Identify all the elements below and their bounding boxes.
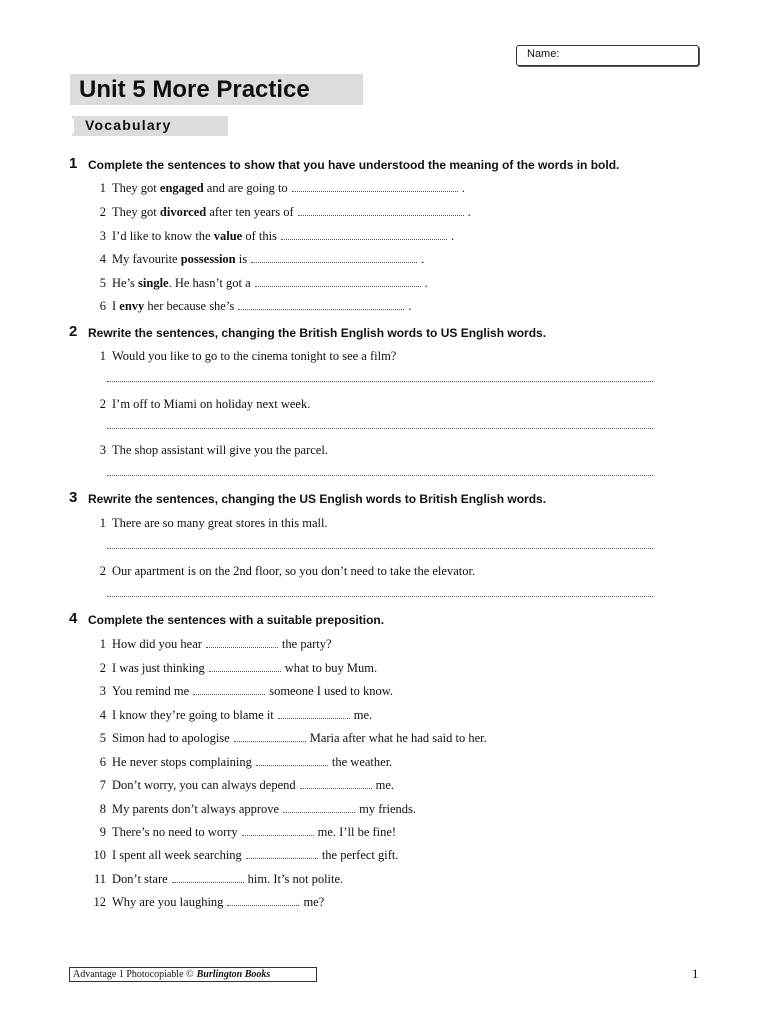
publisher-name: Burlington Books [196,969,271,980]
answer-blank[interactable] [206,638,278,648]
section-tab [72,116,228,136]
page-number: 1 [692,966,699,981]
name-label: Name: [527,48,560,60]
answer-blank[interactable] [255,277,421,287]
answer-blank[interactable] [283,803,355,813]
exercise-1-item: 1 They got engaged and are going to . [99,181,465,195]
answer-blank[interactable] [300,779,372,789]
exercise-4-item: 6 He never stops complaining the weather. [99,755,393,769]
section-tab-label: Vocabulary [85,117,172,133]
answer-blank[interactable] [193,685,265,695]
exercise-4-item: 8 My parents don’t always approve my friends. [99,802,417,816]
answer-line[interactable] [107,381,653,382]
exercise-4-item: 2 I was just thinking what to buy Mum. [99,661,378,675]
exercise-4-item: 12 Why are you laughing me? [93,895,325,909]
exercise-2-item: 1 Would you like to go to the cinema tonight to see a film? [99,349,397,363]
exercise-1-instruction: Complete the sentences to show that you have understood the meaning of the words in bold. [88,158,620,172]
answer-line[interactable] [107,475,653,476]
exercise-2-instruction: Rewrite the sentences, changing the British English words to US English words. [88,326,547,340]
answer-blank[interactable] [292,182,458,192]
footer-credit [69,967,317,982]
footer-text: Advantage 1 Photocopiable © [73,969,194,980]
exercise-4-item: 11 Don’t stare him. It’s not polite. [93,872,344,886]
answer-blank[interactable] [238,300,404,310]
exercise-3-item: 1 There are so many great stores in this mall. [99,516,328,530]
exercise-4-item: 1 How did you hear the party? [99,637,332,651]
answer-blank[interactable] [256,756,328,766]
answer-blank[interactable] [251,253,417,263]
exercise-3-item: 2 Our apartment is on the 2nd floor, so you don’t need to take the elevator. [99,564,476,578]
exercise-4-instruction: Complete the sentences with a suitable preposition. [88,613,385,627]
exercise-1-item: 6 I envy her because she’s . [99,299,412,313]
answer-blank[interactable] [234,732,306,742]
answer-blank[interactable] [209,662,281,672]
exercise-1-number: 1 [69,155,78,172]
exercise-4-item: 10 I spent all week searching the perfect gift. [93,848,399,862]
exercise-4-item: 9 There’s no need to worry me. I’ll be fine! [99,825,397,839]
answer-blank[interactable] [298,206,464,216]
exercise-4-item: 3 You remind me someone I used to know. [99,684,394,698]
answer-line[interactable] [107,428,653,429]
exercise-1-item: 4 My favourite possession is . [99,252,425,266]
exercise-4-item: 7 Don’t worry, you can always depend me. [99,778,395,792]
answer-blank[interactable] [246,849,318,859]
unit-title-bar [70,74,363,105]
exercise-1-item: 5 He’s single. He hasn’t got a . [99,276,428,290]
name-field[interactable] [516,45,699,66]
exercise-2-number: 2 [69,323,78,340]
answer-blank[interactable] [278,709,350,719]
exercise-3-instruction: Rewrite the sentences, changing the US English words to British English words. [88,492,547,506]
answer-line[interactable] [107,548,653,549]
exercise-4-item: 4 I know they’re going to blame it me. [99,708,373,722]
exercise-4-number: 4 [69,610,78,627]
answer-blank[interactable] [227,896,299,906]
exercise-1-item: 3 I’d like to know the value of this . [99,229,455,243]
answer-line[interactable] [107,596,653,597]
answer-blank[interactable] [172,873,244,883]
exercise-1-item: 2 They got divorced after ten years of . [99,205,471,219]
exercise-2-item: 2 I’m off to Miami on holiday next week. [99,397,311,411]
answer-blank[interactable] [281,230,447,240]
answer-blank[interactable] [242,826,314,836]
exercise-4-item: 5 Simon had to apologise Maria after what he had said to her. [99,731,487,745]
exercise-3-number: 3 [69,489,78,506]
exercise-2-item: 3 The shop assistant will give you the parcel. [99,443,328,457]
page-title: Unit 5 More Practice [79,76,310,103]
